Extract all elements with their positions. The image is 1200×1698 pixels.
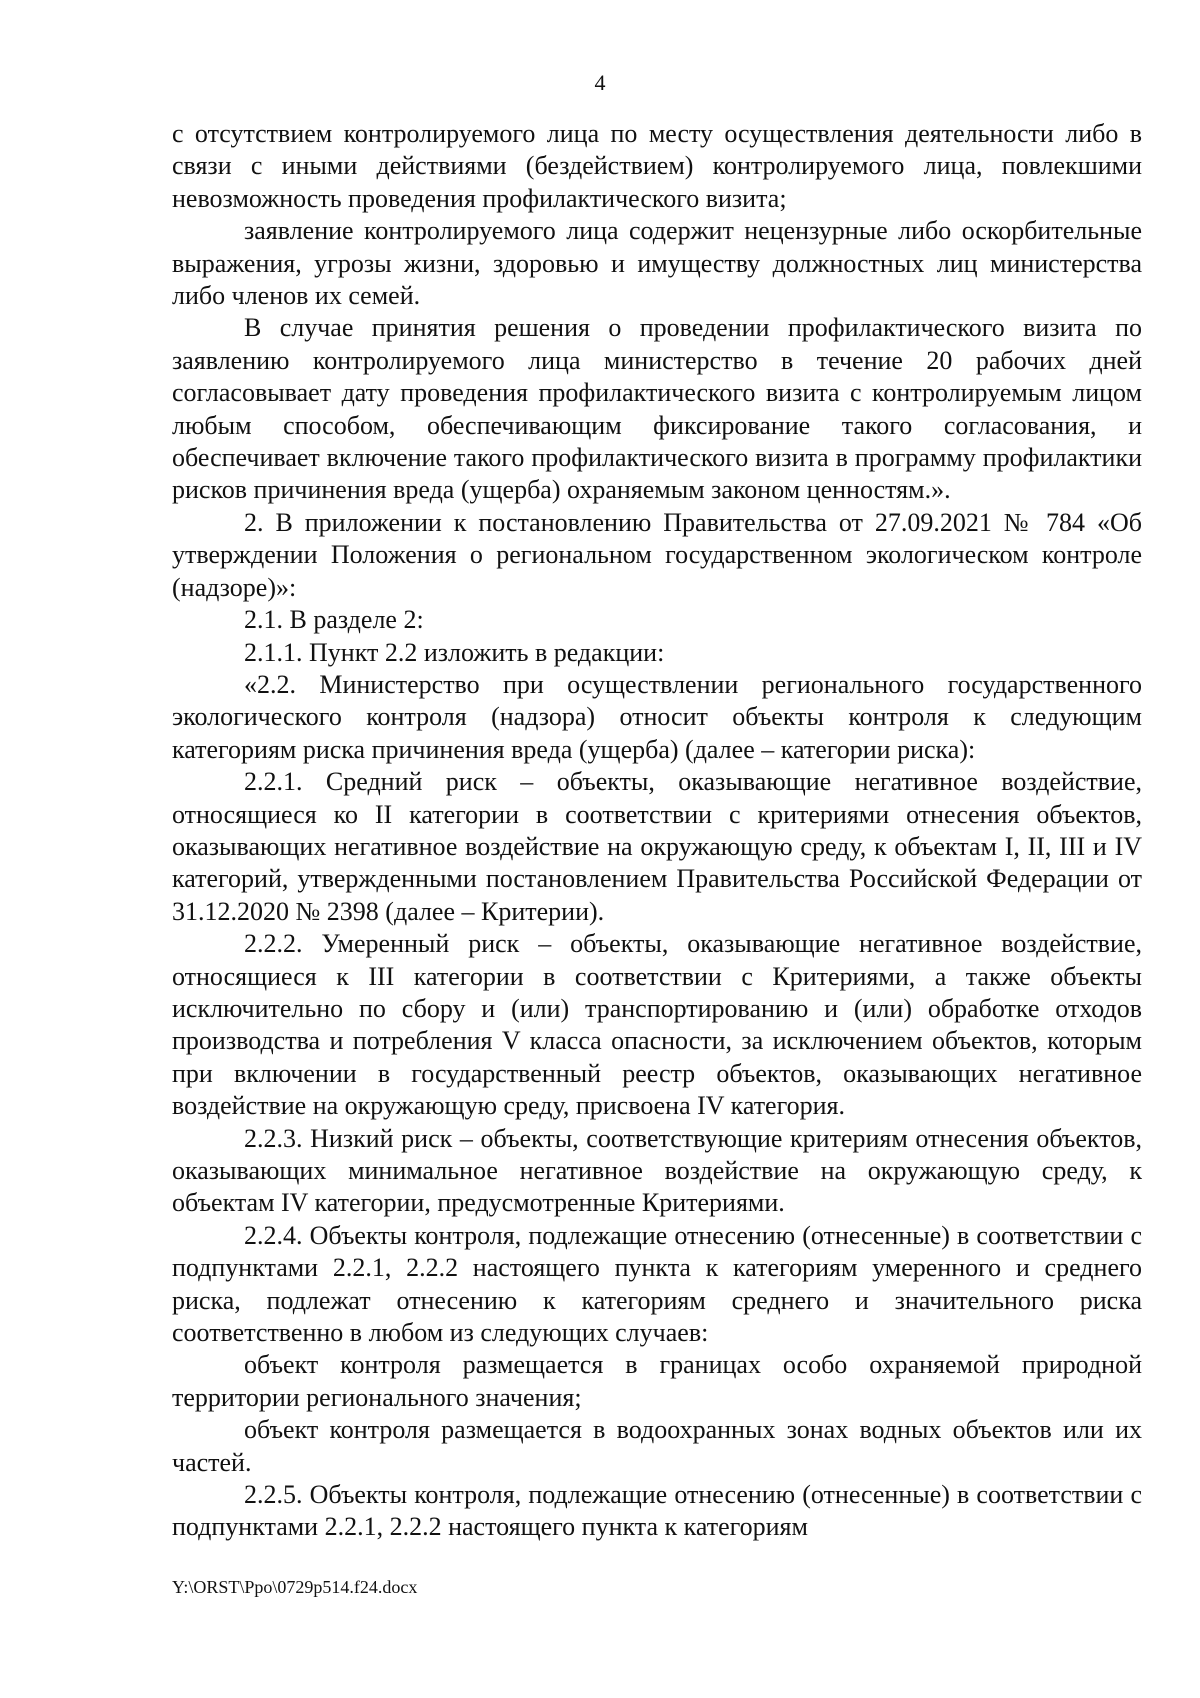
document-body — [172, 118, 1142, 1544]
paragraph: 2. В приложении к постановлению Правительства от 27.09.2021 № 784 «Об утверждении Положения о региональном государственном экологическом контроле (надзоре)»: — [172, 507, 1142, 602]
paragraph: 2.1.1. Пункт 2.2 изложить в редакции: — [244, 637, 665, 667]
paragraph: «2.2. Министерство при осуществлении регионального государственного экологического контроля (надзора) относит объекты контроля к следующим категориям риска причинения вреда (ущерба) (далее – категории риска): — [172, 669, 1142, 764]
paragraph: 2.2.2. Умеренный риск – объекты, оказывающие негативное воздействие, относящиеся к III категории в соответствии с Критериями, а также объекты исключительно по сбору и (или) транспортированию и (или) обработке отходов производства и потребления V класса опасности, за исключением объектов, которым при включении в государственный реестр объектов, оказывающих негативное воздействие на окружающую среду, присвоена IV категория. — [172, 929, 1142, 1121]
paragraph: с отсутствием контролируемого лица по месту осуществления деятельности либо в связи с иными действиями (бездействием) контролируемого лица, повлекшими невозможность проведения профилактического визита; — [172, 119, 1142, 213]
paragraph: В случае принятия решения о проведении профилактического визита по заявлению контролируемого лица министерство в течение 20 рабочих дней согласовывает дату проведения профилактического визита с контролируемым лицом любым способом, обеспечивающим фиксирование такого согласования, и обеспечивает включение такого профилактического визита в программу профилактики рисков причинения вреда (ущерба) охраняемым законом ценностям.». — [172, 313, 1142, 505]
file-path-footer: Y:\ORST\Ppo\0729p514.f24.docx — [172, 1577, 418, 1597]
page-number: 4 — [594, 70, 606, 95]
paragraph: объект контроля размещается в водоохранных зонах водных объектов или их частей. — [172, 1415, 1142, 1477]
paragraph: заявление контролируемого лица содержит нецензурные либо оскорбительные выражения, угрозы жизни, здоровью и имуществу должностных лиц министерства либо членов их семей. — [172, 216, 1142, 311]
paragraph: 2.1. В разделе 2: — [244, 605, 424, 635]
paragraph: объект контроля размещается в границах особо охраняемой природной территории регионального значения; — [172, 1350, 1142, 1412]
paragraph: 2.2.1. Средний риск – объекты, оказывающие негативное воздействие, относящиеся ко II категории в соответствии с критериями отнесения объектов, оказывающих негативное воздействие на окружающую среду, к объектам I, II, III и IV категорий, утвержденными постановлением Правительства Российской Федерации от 31.12.2020 № 2398 (далее – Критерии). — [172, 767, 1142, 926]
paragraph: 2.2.3. Низкий риск – объекты, соответствующие критериям отнесения объектов, оказывающих минимальное негативное воздействие на окружающую среду, к объектам IV категории, предусмотренные Критериями. — [172, 1123, 1142, 1218]
paragraph: 2.2.5. Объекты контроля, подлежащие отнесению (отнесенные) в соответствии с подпунктами 2.2.1, 2.2.2 настоящего пункта к категориям — [172, 1480, 1142, 1542]
paragraph: 2.2.4. Объекты контроля, подлежащие отнесению (отнесенные) в соответствии с подпунктами 2.2.1, 2.2.2 настоящего пункта к категориям умеренного и среднего риска, подлежат отнесению к категориям среднего и значительного риска соответственно в любом из следующих случаев: — [172, 1220, 1142, 1348]
